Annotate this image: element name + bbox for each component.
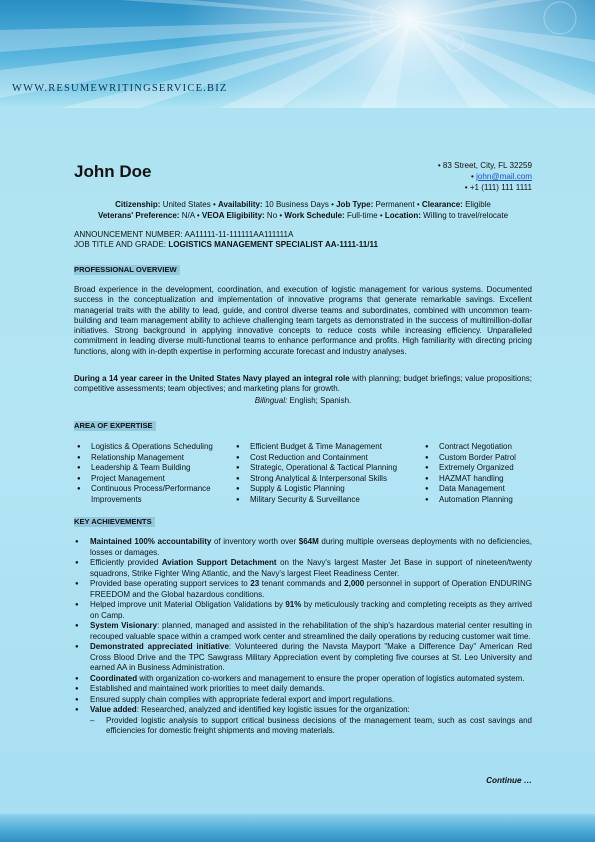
email-line: • john@mail.com (471, 171, 532, 181)
bilingual-value: English; Spanish. (287, 396, 352, 405)
veoa-value: No (266, 210, 278, 220)
list-item: ● Relationship Management (74, 453, 234, 464)
text: personnel in support of Operation ENDURING FREEDOM and the Global hazardous conditions. (90, 579, 533, 599)
section-title-expertise: AREA OF EXPERTISE (74, 421, 156, 431)
expertise-column-1 (74, 442, 234, 506)
list-item: ● Project Management (74, 474, 234, 485)
expertise-column-2 (233, 442, 428, 506)
candidate-name: John Doe (74, 162, 152, 181)
achievements-list (74, 537, 532, 737)
text: tenant commands and (259, 579, 345, 588)
schedule-label: Work Schedule: (284, 210, 345, 220)
phone-line: • +1 (111) 111 1111 (464, 182, 532, 192)
job-grade-label: JOB TITLE AND GRADE: (74, 240, 167, 250)
text: of inventory worth over (211, 537, 299, 546)
citizenship-value: United States (162, 200, 211, 209)
veterans-label: Veterans' Preference: (97, 210, 180, 220)
clearance-label: Clearance: (421, 200, 463, 209)
highlight: $64M (298, 537, 319, 546)
list-item (74, 642, 532, 674)
list-item: ● Logistics & Operations Scheduling (74, 442, 234, 453)
list-item: ● Military Security & Surveillance (233, 495, 428, 506)
list-item: ● Supply & Logistic Planning (233, 484, 428, 495)
highlight: 2,000 (344, 579, 365, 588)
text: : Volunteered during the Navsta Mayport "Make a Difference Day" American Red Cross Blood Drive and the TPC Sawgrass Military Appreciation event by completing five courses at St. Leo University and earned AA in Business Administration. (90, 642, 532, 672)
list-item: ● Contract Negotiation (422, 442, 532, 453)
text: Provided base operating support services to (90, 579, 251, 588)
list-item (74, 600, 532, 621)
site-url[interactable]: WWW.RESUMEWRITINGSERVICE.BIZ (12, 83, 228, 94)
veterans-value: N/A (181, 210, 195, 220)
clearance-value: Eligible (465, 200, 491, 209)
list-item: ● Efficient Budget & Time Management (233, 442, 428, 453)
highlight: Value added (90, 705, 137, 714)
veoa-label: VEOA Eligibility: (201, 210, 265, 220)
address: 83 Street, City, FL 32259 (442, 161, 532, 170)
list-item (74, 537, 532, 558)
header-banner (0, 0, 595, 108)
list-item (74, 558, 532, 579)
contact-block (438, 161, 532, 193)
text: Efficiently provided (90, 558, 162, 567)
bilingual-line (74, 396, 532, 406)
highlight: Coordinated (90, 673, 138, 683)
list-item (74, 705, 532, 716)
list-item: ● Data Management (422, 484, 532, 495)
list-item: ● Leadership & Team Building (74, 463, 234, 474)
list-item (74, 674, 532, 685)
text: during multiple overseas deployments with no deficiencies, losses or damages. (90, 537, 532, 557)
expertise-column-3 (422, 442, 532, 506)
sub-list-item (74, 716, 532, 737)
list-item: ● Established and maintained work priorities to meet daily demands. (74, 684, 532, 695)
highlight: Aviation Support Detachment (161, 558, 277, 567)
list-item: ● HAZMAT handling (422, 474, 532, 485)
list-item: ● Extremely Organized (422, 463, 532, 474)
highlight: System Visionary (90, 621, 158, 630)
highlight: Demonstrated appreciated initiative (90, 642, 229, 651)
address-line: • 83 Street, City, FL 32259 (437, 161, 532, 170)
text: : Researched, analyzed and identified key logistic issues for the organization: (136, 705, 410, 714)
list-item (74, 621, 532, 642)
text: with organization co-workers and management to ensure the proper operation of logistics automated system. (137, 673, 525, 683)
email-link[interactable]: john@mail.com (476, 171, 532, 181)
section-title-achievements: KEY ACHIEVEMENTS (74, 517, 155, 527)
location-label: Location: (384, 210, 421, 220)
text: Helped improve unit Material Obligation Validations by (90, 600, 286, 609)
career-highlight: During a 14 year career in the United States Navy played an integral role (74, 374, 350, 383)
text: by meticulously tracking and completing receipts as they arrived on Camp. (90, 600, 532, 620)
phone: +1 (111) 111 1111 (469, 182, 532, 192)
list-item: ● Cost Reduction and Containment (233, 453, 428, 464)
job-type-label: Job Type: (336, 200, 374, 209)
job-type-value: Permanent (375, 200, 415, 209)
citizenship-label: Citizenship: (115, 200, 161, 209)
career-paragraph (74, 374, 532, 395)
list-item: ● Strong Analytical & Interpersonal Skills (233, 474, 428, 485)
highlight: 91% (285, 600, 302, 609)
dash-marker: – (90, 715, 95, 725)
personal-info: Citizenship: United States • Availability: 10 Business Days • Job Type: Permanent • Clearance: Eligible Veterans' Preference: N/A • VEOA Eligibility: No • Work Schedule: Full-time • Location: Willing to travel/relocate (97, 200, 509, 220)
highlight: Maintained 100% accountability (90, 537, 212, 546)
job-grade-value: LOGISTICS MANAGEMENT SPECIALIST AA-1111-11/11 (168, 240, 379, 250)
text: Provided logistic analysis to support critical business decisions of the management team, such as cost savings and efficiencies for domestic freight shipments and moving materials. (106, 715, 532, 735)
list-item: ● Custom Border Patrol (422, 453, 532, 464)
announcement-number: AA11111-11-111111AA111111A (184, 230, 294, 239)
announcement-block (74, 230, 532, 251)
list-item: ● Strategic, Operational & Tactical Planning (233, 463, 428, 474)
section-title-overview: PROFESSIONAL OVERVIEW (74, 265, 180, 275)
text: on the Navy's largest Master Jet Base in support of nineteen/twenty squadrons, Strike Fighter Wing Atlantic, and the Navy's largest Fleet Readiness Center. (90, 558, 532, 578)
career-text: with planning; budget briefings; value propositions; competitive assessments; team objectives; and marketing plans for growth. (74, 374, 532, 394)
location-value: Willing to travel/relocate (423, 210, 509, 220)
list-item (74, 579, 532, 600)
footer-band (0, 814, 595, 842)
bilingual-label: Bilingual: (254, 396, 288, 405)
overview-paragraph: Broad experience in the development, coordination, and execution of logistic management for various systems. Documented success in the conceptualization and implementation of innovative programs that generate remarkable savings. Excellent managerial traits with the ability to lead, guide, and control diverse teams and subordinates, combined with uncommon team-building and team management ability to achieve challenging team targets as demonstrated in the success of multimillion-dollar initiatives. Strong background in applying innovative concepts to reduce costs while increasing efficiency. Unparalleled commitment in leading diverse multi-functional teams to enhance performance and profits. High familiarity with directing pricing functions, along with in-depth expertise in performing accurate forecast and industry analyses. (74, 285, 532, 356)
announcement-label: ANNOUNCEMENT NUMBER: (74, 230, 183, 239)
list-item: ● Continuous Process/Performance Improvements (74, 484, 234, 505)
highlight: 23 (250, 579, 260, 588)
availability-label: Availability: (217, 200, 263, 209)
list-item: ● Ensured supply chain complies with appropriate federal export and import regulations. (74, 695, 532, 706)
availability-value: 10 Business Days (264, 200, 329, 209)
list-item: ● Automation Planning (422, 495, 532, 506)
schedule-value: Full-time (346, 210, 378, 220)
text: : planned, managed and assisted in the rehabilitation of the ship's hazardous material center resulting in recouped valuable space within a cramped work center and streamlined the daily operations by reducing customer wait time. (90, 621, 533, 641)
continue-label: Continue … (486, 776, 532, 785)
